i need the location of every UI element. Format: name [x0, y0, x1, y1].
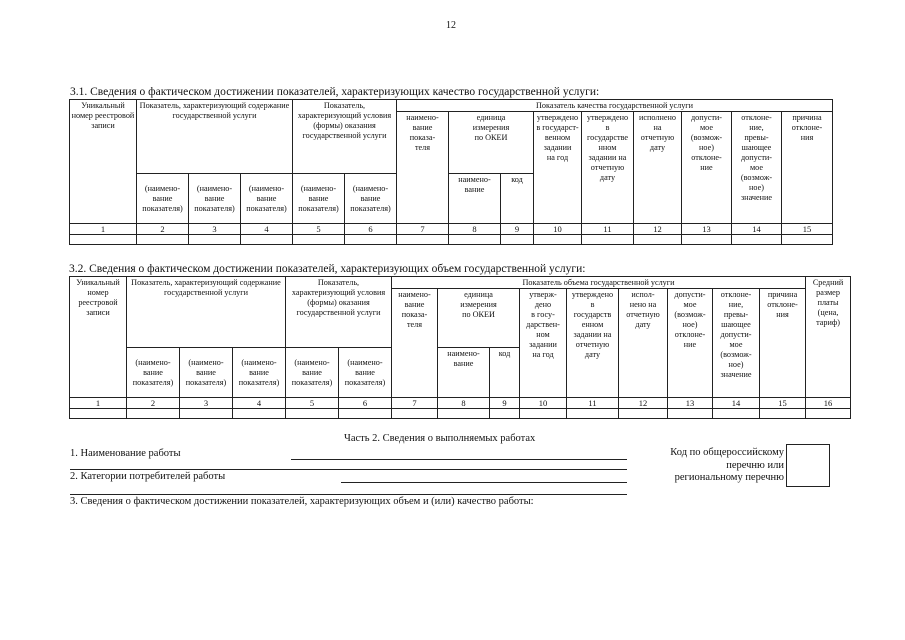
- empty-cell[interactable]: [732, 235, 782, 245]
- column-number: 14: [713, 398, 760, 409]
- header-unit-name: наимено- вание: [449, 174, 501, 224]
- empty-cell[interactable]: [806, 409, 851, 419]
- column-number: 13: [668, 398, 713, 409]
- empty-cell[interactable]: [241, 235, 293, 245]
- header-approved-task-date: утверждено в государств енном задании на отчетную дату: [567, 289, 619, 398]
- header-approved-task-date: утверждено в государстве нном задании на отчетную дату: [582, 112, 634, 224]
- column-number: 4: [241, 224, 293, 235]
- work-name-line-2[interactable]: [70, 469, 627, 470]
- empty-cell[interactable]: [501, 235, 534, 245]
- header-unique-number: Уникальный номер реестровой записи: [70, 100, 137, 224]
- header-approved-task-year: утверждено в государст- венном задании на год: [534, 112, 582, 224]
- column-number: 5: [293, 224, 345, 235]
- empty-cell[interactable]: [449, 235, 501, 245]
- column-number: 7: [397, 224, 449, 235]
- subheader-indicator-name: (наимено- вание показателя): [339, 348, 392, 398]
- column-number: 4: [233, 398, 286, 409]
- empty-cell[interactable]: [70, 235, 137, 245]
- header-deviation-reason: причина отклоне- ния: [760, 289, 806, 398]
- header-exceeding-deviation: отклоне- ние, превы- шающее допусти- мое (возмож- ное) значение: [713, 289, 760, 398]
- column-number: 13: [682, 224, 732, 235]
- column-number: 5: [286, 398, 339, 409]
- header-conditions-indicator: Показатель, характеризующий условия (формы) оказания государственной услуги: [286, 277, 392, 348]
- section-3-1-title: 3.1. Сведения о фактическом достижении показателей, характеризующих качество государственной услуги:: [70, 86, 600, 98]
- header-average-fee: Средний размер платы (цена, тариф): [806, 277, 851, 398]
- empty-cell[interactable]: [339, 409, 392, 419]
- header-executed: исполнено на отчетную дату: [634, 112, 682, 224]
- column-number: 14: [732, 224, 782, 235]
- work-name-label: 1. Наименование работы: [70, 448, 181, 459]
- table-row: [70, 235, 833, 245]
- header-unique-number: Уникальный номер реестровой записи: [70, 277, 127, 398]
- header-indicator-name: наимено- вание показа- теля: [392, 289, 438, 398]
- column-number: 12: [619, 398, 668, 409]
- column-number: 11: [567, 398, 619, 409]
- column-number: 15: [782, 224, 833, 235]
- consumers-label: 2. Категории потребителей работы: [70, 471, 226, 482]
- code-label: Код по общероссийскому перечню или региональному перечню: [670, 447, 784, 483]
- column-number: 7: [392, 398, 438, 409]
- header-indicator-name: наимено- вание показа- теля: [397, 112, 449, 224]
- column-number: 10: [520, 398, 567, 409]
- column-number: 3: [180, 398, 233, 409]
- empty-cell[interactable]: [189, 235, 241, 245]
- header-deviation-reason: причина отклоне- ния: [782, 112, 833, 224]
- code-box[interactable]: [786, 444, 830, 487]
- empty-cell[interactable]: [286, 409, 339, 419]
- empty-cell[interactable]: [293, 235, 345, 245]
- empty-cell[interactable]: [668, 409, 713, 419]
- column-number: 3: [189, 224, 241, 235]
- empty-cell[interactable]: [438, 409, 490, 419]
- consumers-line-2[interactable]: [70, 494, 627, 495]
- subheader-indicator-name: (наимено- вание показателя): [233, 348, 286, 398]
- column-number: 12: [634, 224, 682, 235]
- header-unit-okei: единица измерения по ОКЕИ: [449, 112, 534, 174]
- section-3-title: 3. Сведения о фактическом достижении показателей, характеризующих объем и (или) качество работы:: [70, 496, 534, 507]
- subheader-indicator-name: (наимено- вание показателя): [137, 174, 189, 224]
- column-number: 8: [449, 224, 501, 235]
- section-3-2-title: 3.2. Сведения о фактическом достижении показателей, характеризующих объем государственной услуги:: [69, 263, 586, 275]
- header-exceeding-deviation: отклоне- ние, превы- шающее допусти- мое (возмож- ное) значение: [732, 112, 782, 224]
- empty-cell[interactable]: [233, 409, 286, 419]
- column-number: 6: [345, 224, 397, 235]
- empty-cell[interactable]: [713, 409, 760, 419]
- empty-cell[interactable]: [619, 409, 668, 419]
- header-volume-indicator: Показатель объема государственной услуги: [392, 277, 806, 289]
- empty-cell[interactable]: [634, 235, 682, 245]
- column-number: 1: [70, 398, 127, 409]
- header-executed: испол- нено на отчетную дату: [619, 289, 668, 398]
- empty-cell[interactable]: [392, 409, 438, 419]
- header-unit-okei: единица измерения по ОКЕИ: [438, 289, 520, 348]
- page-number: 12: [446, 20, 456, 31]
- column-number: 2: [137, 224, 189, 235]
- empty-cell[interactable]: [760, 409, 806, 419]
- empty-cell[interactable]: [582, 235, 634, 245]
- column-number: 2: [127, 398, 180, 409]
- empty-cell[interactable]: [534, 235, 582, 245]
- header-content-indicator: Показатель, характеризующий содержание государственной услуги: [127, 277, 286, 348]
- column-number: 11: [582, 224, 634, 235]
- header-unit-code: код: [490, 348, 520, 398]
- empty-cell[interactable]: [682, 235, 732, 245]
- volume-table: [69, 276, 851, 419]
- subheader-indicator-name: (наимено- вание показателя): [345, 174, 397, 224]
- part-2-title: Часть 2. Сведения о выполняемых работах: [344, 433, 536, 444]
- quality-table: [69, 99, 833, 245]
- header-unit-name: наимено- вание: [438, 348, 490, 398]
- header-quality-indicator: Показатель качества государственной услуги: [397, 100, 833, 112]
- empty-cell[interactable]: [397, 235, 449, 245]
- column-number: 9: [490, 398, 520, 409]
- column-number: 10: [534, 224, 582, 235]
- table-row: [70, 409, 851, 419]
- empty-cell[interactable]: [520, 409, 567, 419]
- header-allowed-deviation: допусти- мое (возмож- ное) отклоне- ние: [668, 289, 713, 398]
- empty-cell[interactable]: [180, 409, 233, 419]
- header-content-indicator: Показатель, характеризующий содержание государственной услуги: [137, 100, 293, 174]
- empty-cell[interactable]: [127, 409, 180, 419]
- subheader-indicator-name: (наимено- вание показателя): [241, 174, 293, 224]
- header-allowed-deviation: допусти- мое (возмож- ное) отклоне- ние: [682, 112, 732, 224]
- empty-cell[interactable]: [70, 409, 127, 419]
- subheader-indicator-name: (наимено- вание показателя): [189, 174, 241, 224]
- column-number: 1: [70, 224, 137, 235]
- empty-cell[interactable]: [567, 409, 619, 419]
- empty-cell[interactable]: [137, 235, 189, 245]
- column-number: 6: [339, 398, 392, 409]
- column-number: 8: [438, 398, 490, 409]
- subheader-indicator-name: (наимено- вание показателя): [180, 348, 233, 398]
- empty-cell[interactable]: [490, 409, 520, 419]
- empty-cell[interactable]: [782, 235, 833, 245]
- column-number: 16: [806, 398, 851, 409]
- header-unit-code: код: [501, 174, 534, 224]
- subheader-indicator-name: (наимено- вание показателя): [127, 348, 180, 398]
- column-number: 15: [760, 398, 806, 409]
- consumers-line[interactable]: [341, 482, 627, 483]
- header-approved-task-year: утверж- дено в госу- дарствен- ном задании на год: [520, 289, 567, 398]
- header-conditions-indicator: Показатель, характеризующий условия (формы) оказания государственной услуги: [293, 100, 397, 174]
- empty-cell[interactable]: [345, 235, 397, 245]
- subheader-indicator-name: (наимено- вание показателя): [293, 174, 345, 224]
- work-name-line[interactable]: [291, 459, 627, 460]
- subheader-indicator-name: (наимено- вание показателя): [286, 348, 339, 398]
- column-number: 9: [501, 224, 534, 235]
